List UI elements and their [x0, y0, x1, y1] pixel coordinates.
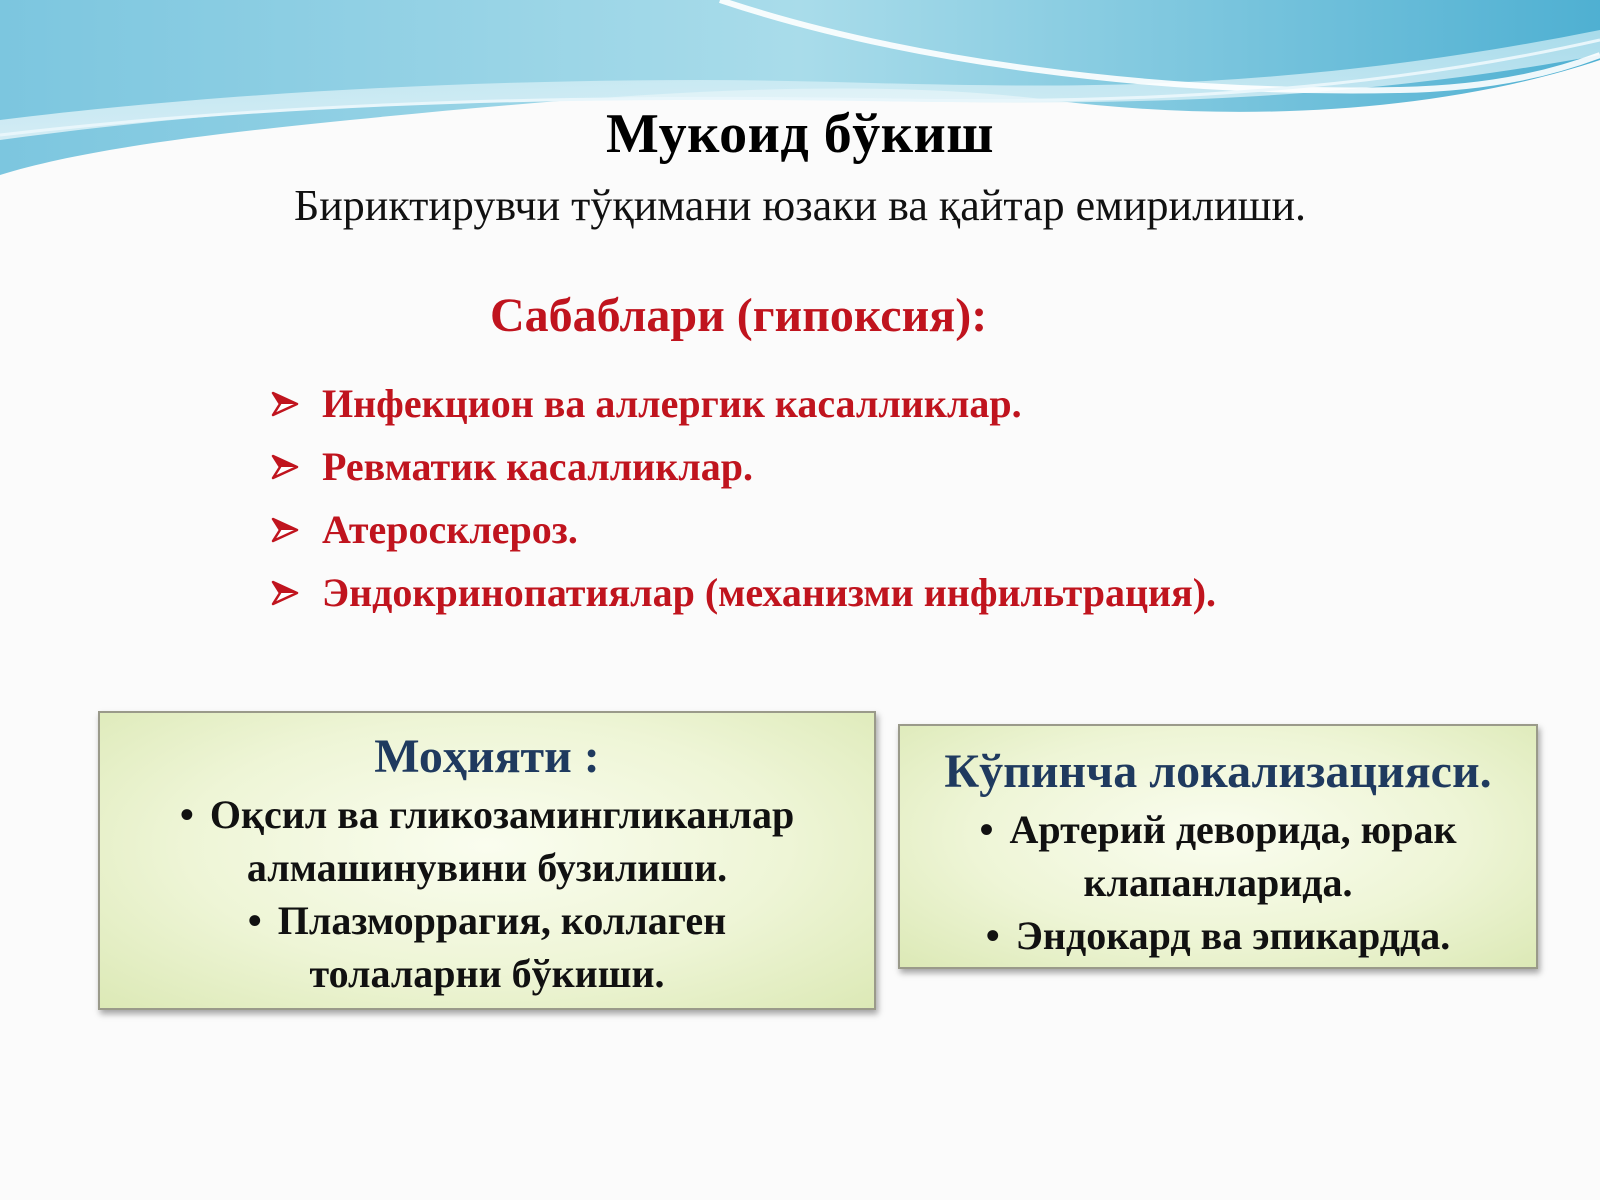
- cause-item-text: Атеросклероз.: [322, 507, 578, 552]
- localization-list: [900, 803, 1536, 962]
- header-wave-decoration: [0, 0, 1600, 200]
- causes-heading: Сабаблари (гипоксия):: [490, 289, 988, 342]
- bullet-icon: •: [985, 913, 1000, 958]
- bullet-icon: •: [979, 807, 994, 852]
- essence-list: [100, 788, 874, 1000]
- bullet-icon: •: [247, 898, 262, 943]
- cause-item-text: Эндокринопатиялар (механизми инфильтрация).: [322, 570, 1217, 615]
- arrow-bullet-icon: [270, 515, 300, 545]
- arrow-bullet-icon: [270, 452, 300, 482]
- cause-item: [270, 435, 1216, 498]
- essence-box: [98, 711, 876, 1010]
- localization-box-heading: Кўпинча локализацияси.: [944, 745, 1492, 798]
- slide-title: Мукоид бўкиш: [605, 103, 995, 165]
- bullet-icon: •: [179, 792, 194, 837]
- arrow-bullet-icon: [270, 578, 300, 608]
- localization-box: [898, 724, 1538, 969]
- cause-item: [270, 372, 1216, 435]
- localization-item-line1: Артерий деворида, юрак: [1009, 807, 1457, 852]
- essence-item-line1: Плазморрагия, коллаген: [277, 898, 727, 943]
- essence-item-line2: толаларни бўкиши.: [309, 951, 665, 996]
- cause-item-text: Инфекцион ва аллергик касалликлар.: [322, 381, 1022, 426]
- localization-item-line2: клапанларида.: [1083, 860, 1353, 905]
- cause-item-text: Ревматик касалликлар.: [322, 444, 753, 489]
- localization-item-line1: Эндокард ва эпикардда.: [1015, 913, 1451, 958]
- arrow-bullet-icon: [270, 389, 300, 419]
- essence-item: [100, 788, 874, 894]
- essence-item-line2: алмашинувини бузилиши.: [246, 845, 728, 890]
- essence-box-heading: Моҳияти :: [374, 730, 600, 783]
- essence-item: [100, 894, 874, 1000]
- cause-item: [270, 498, 1216, 561]
- localization-item: [900, 909, 1536, 962]
- slide-subtitle: Бириктирувчи тўқимани юзаки ва қайтар емирилиши.: [293, 181, 1307, 230]
- localization-item: [900, 803, 1536, 909]
- essence-item-line1: Оқсил ва гликозамингликанлар: [209, 792, 795, 837]
- causes-list: [270, 372, 1216, 624]
- cause-item: [270, 561, 1216, 624]
